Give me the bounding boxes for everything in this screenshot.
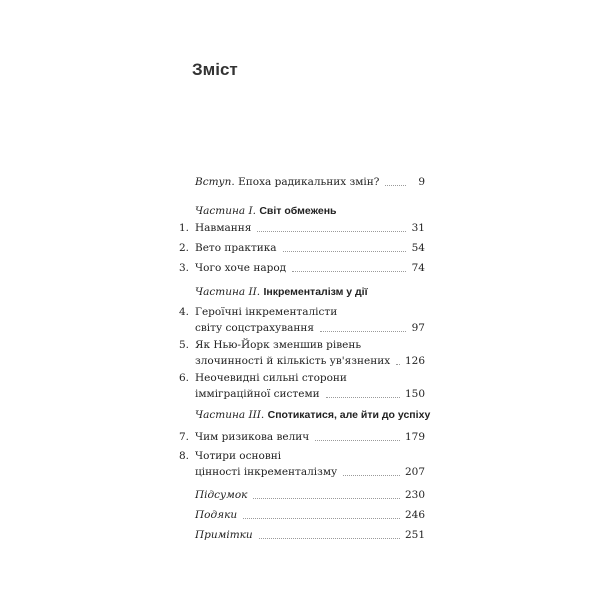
page-number: 207 xyxy=(404,466,425,478)
dot-leader xyxy=(320,331,406,332)
toc-entry-chapter-8[interactable] xyxy=(179,448,425,480)
page-number: 179 xyxy=(404,431,425,443)
toc-entry-chapter-6[interactable] xyxy=(179,370,425,402)
chapter-number: 1. xyxy=(179,222,190,234)
toc-entry-chapter-7[interactable] xyxy=(179,429,425,445)
page-number: 246 xyxy=(404,509,425,521)
toc-entry-label: Вето практика xyxy=(195,242,277,254)
page-number: 150 xyxy=(404,388,425,400)
part-heading-1: Частина I. Світ обмежень xyxy=(195,205,337,217)
toc-entry-label: Героїчні інкременталісти xyxy=(195,306,338,318)
dot-leader xyxy=(259,538,400,539)
toc-entry-label: Чотири основні xyxy=(195,450,282,462)
page-number: 31 xyxy=(411,222,425,234)
toc-entry-summary[interactable] xyxy=(195,487,425,503)
toc-entry-acknowledgements[interactable] xyxy=(195,507,425,523)
toc-entry-label-cont: світу соцстрахування xyxy=(195,322,314,334)
page-number: 97 xyxy=(411,322,425,334)
toc-entry-label: Вступ. Епоха радикальних змін? xyxy=(195,176,380,188)
chapter-number: 4. xyxy=(179,306,190,318)
toc-entry-chapter-1[interactable] xyxy=(179,220,425,236)
dot-leader xyxy=(257,231,406,232)
toc-entry-label: Чого хоче народ xyxy=(195,262,287,274)
toc-entry-label-cont: злочинності й кількість ув'язнених xyxy=(195,355,391,367)
chapter-number: 6. xyxy=(179,372,190,384)
chapter-number: 8. xyxy=(179,450,190,462)
page-number: 251 xyxy=(404,529,425,541)
page-number: 9 xyxy=(418,176,425,188)
toc-entry-chapter-4[interactable] xyxy=(179,304,425,336)
chapter-number: 5. xyxy=(179,339,190,351)
dot-leader xyxy=(253,498,400,499)
toc-entry-label: Неочевидні сильні сторони xyxy=(195,372,347,384)
part-heading-2: Частина II. Інкременталізм у дії xyxy=(195,286,368,298)
dot-leader xyxy=(315,440,400,441)
dot-leader xyxy=(385,185,406,186)
toc-entry-label: Навмання xyxy=(195,222,252,234)
toc-entry-label: Як Нью-Йорк зменшив рівень xyxy=(195,339,362,351)
toc-entry-label: Чим ризикова велич xyxy=(195,431,310,443)
page-title: Зміст xyxy=(192,60,238,79)
dot-leader xyxy=(243,518,400,519)
chapter-number: 3. xyxy=(179,262,190,274)
toc-entry-label-cont: імміграційної системи xyxy=(195,388,320,400)
chapter-number: 7. xyxy=(179,431,190,443)
toc-entry-label: Подяки xyxy=(195,509,238,521)
part-heading-3: Частина III. Спотикатися, але йти до успіху xyxy=(195,409,431,421)
toc-entry-label: Підсумок xyxy=(195,489,248,501)
toc-entry-notes[interactable] xyxy=(195,527,425,543)
toc-entry-label-cont: цінності інкременталізму xyxy=(195,466,338,478)
dot-leader xyxy=(283,251,406,252)
page-number: 74 xyxy=(411,262,425,274)
toc-entry-chapter-3[interactable] xyxy=(179,260,425,276)
dot-leader xyxy=(396,364,400,365)
toc-entry-intro[interactable] xyxy=(195,174,425,190)
page-number: 126 xyxy=(404,355,425,367)
dot-leader xyxy=(292,271,406,272)
toc-entry-chapter-2[interactable] xyxy=(179,240,425,256)
toc-entry-chapter-5[interactable] xyxy=(179,337,425,369)
toc-entry-label: Примітки xyxy=(195,529,253,541)
dot-leader xyxy=(326,397,400,398)
chapter-number: 2. xyxy=(179,242,190,254)
dot-leader xyxy=(343,475,400,476)
page-number: 230 xyxy=(404,489,425,501)
page-number: 54 xyxy=(411,242,425,254)
